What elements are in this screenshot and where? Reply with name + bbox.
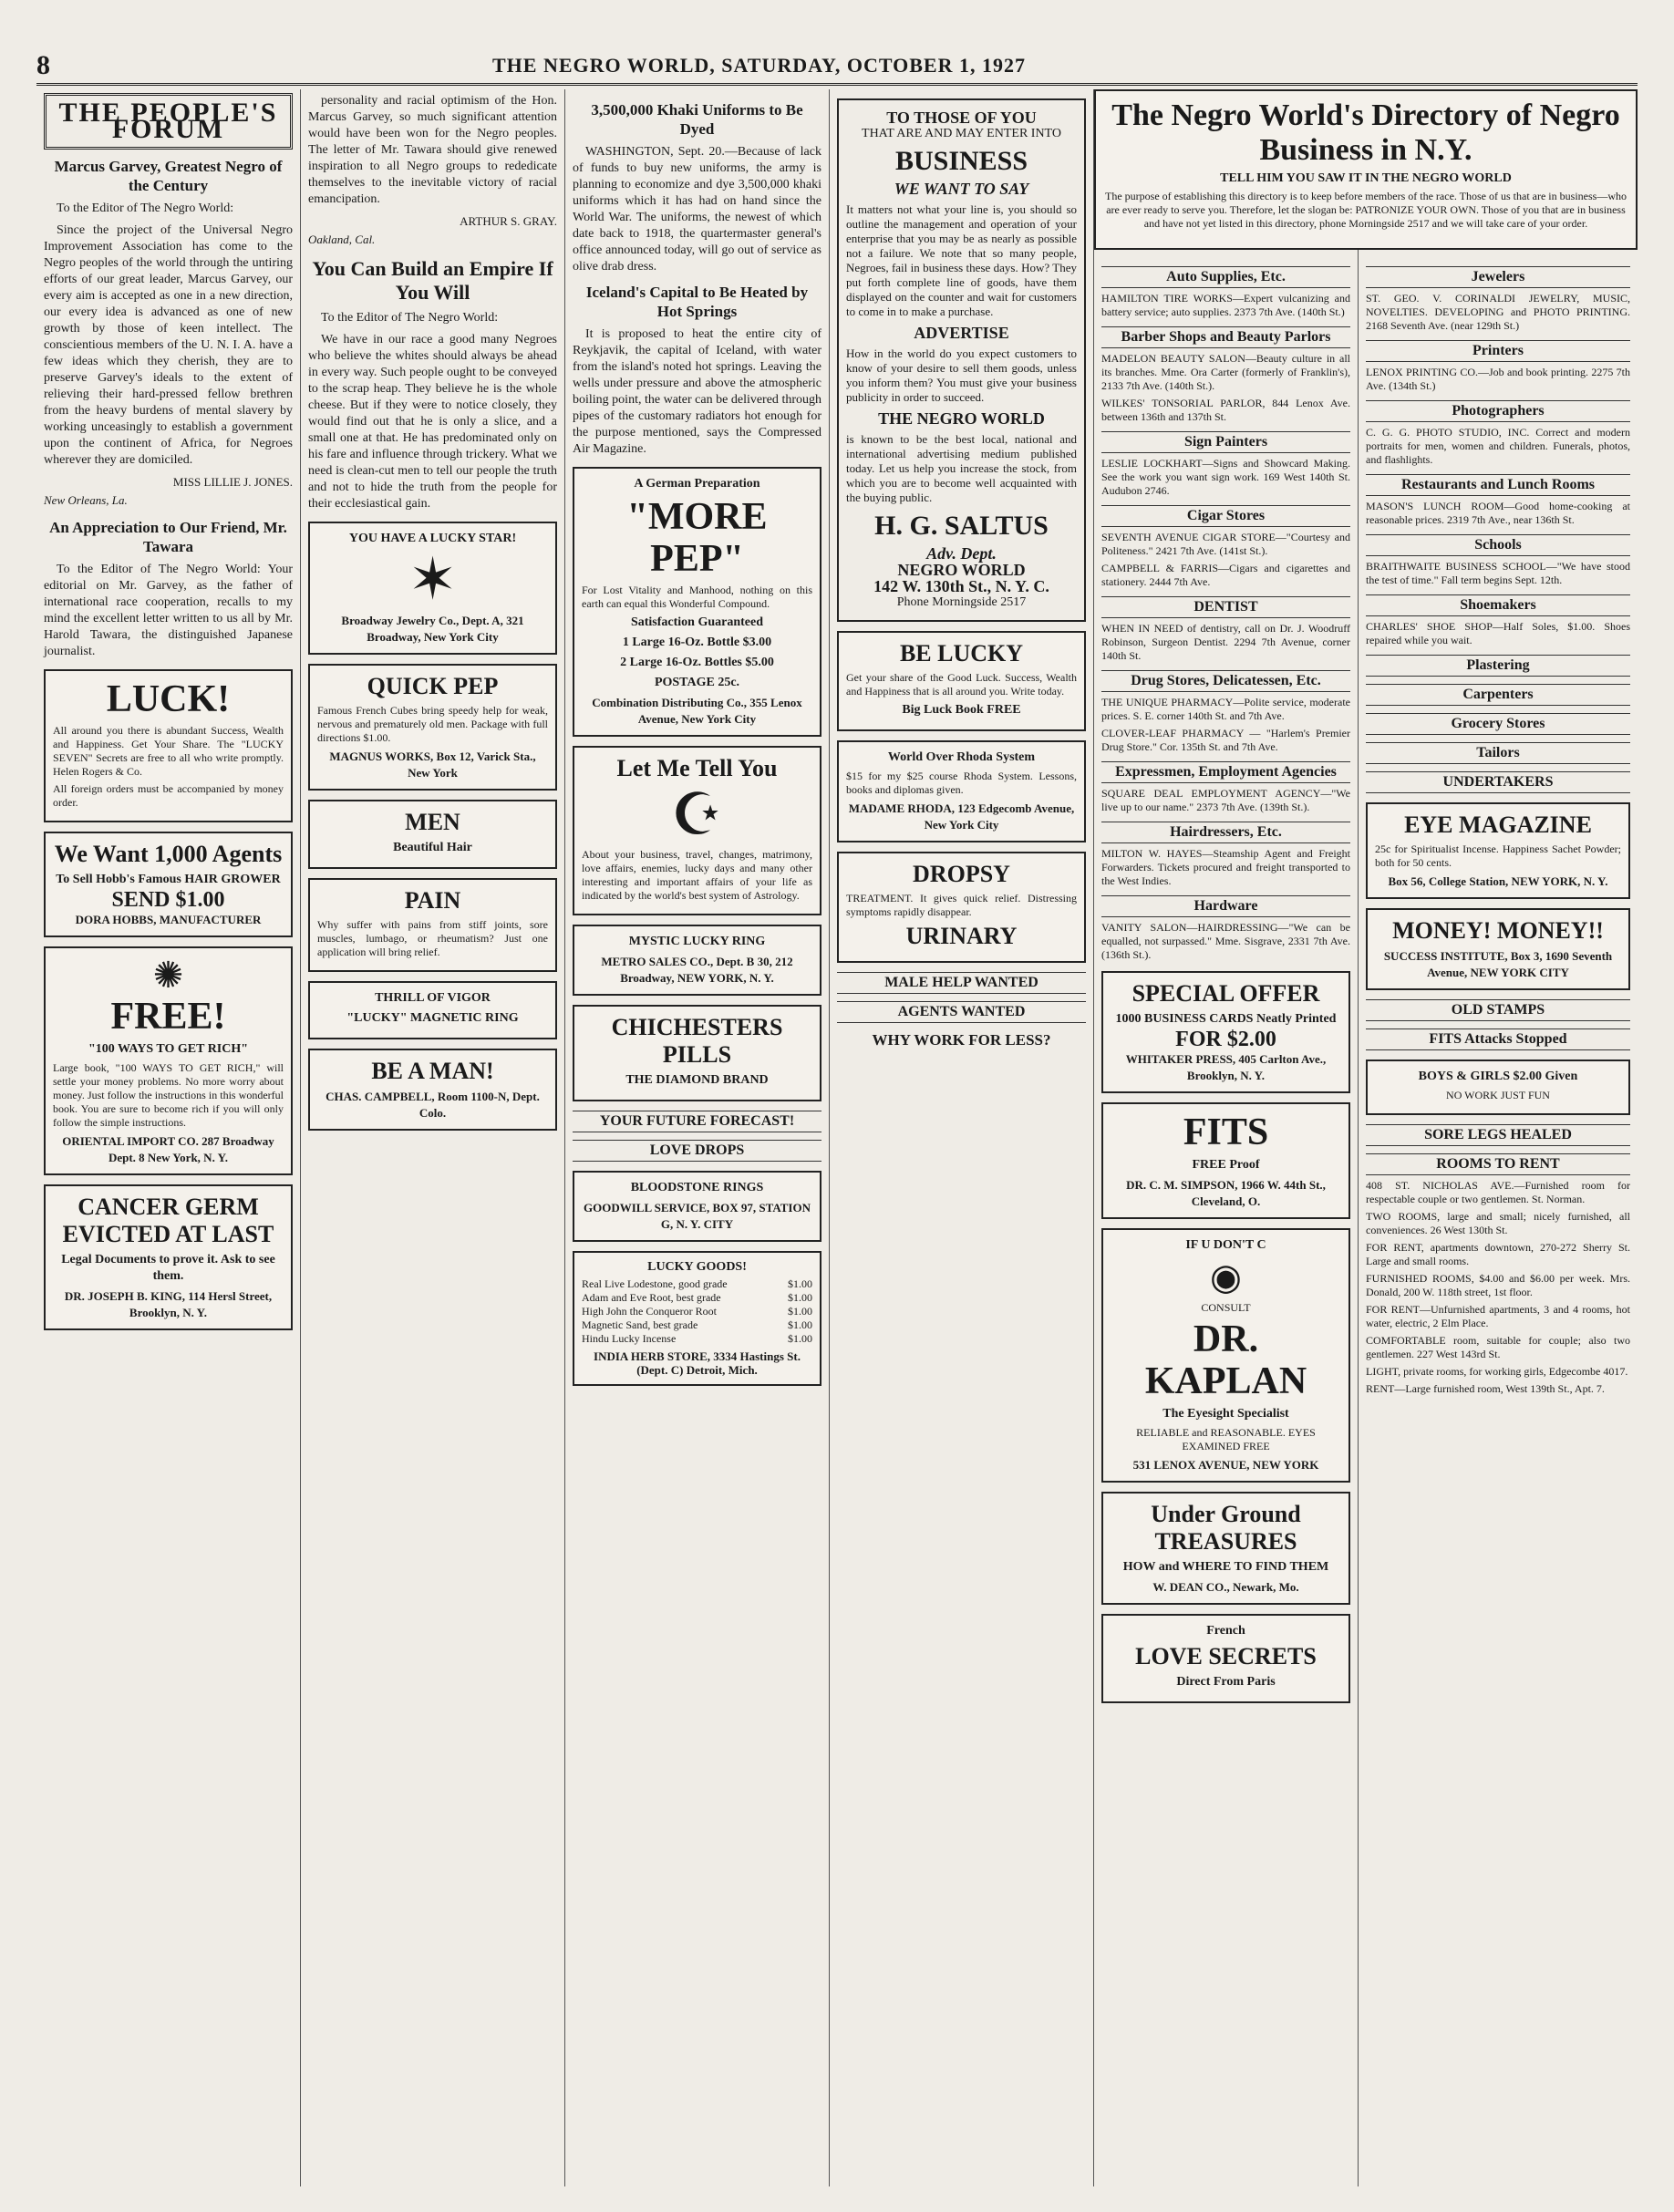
- chichesters-ad: [573, 1005, 822, 1101]
- letter-body: We have in our race a good many Negroes who believe the whites should always be ahead in every way. Such people ought to be conveyed to the scrap heap. They believe he is the whole cheese. But if they were to notice closely, they would find out that he is only a slice, and a small one at that. He has predominated only on his fare and influence through trickery. What we need is clean-cut men to tell our people the truth and not to hide the truth from the people for their ecclesiastical gain.: [308, 333, 557, 511]
- boys-girls-ad: [1366, 1059, 1630, 1115]
- column-2: [301, 89, 565, 2186]
- directory-category: Photographers: [1366, 400, 1630, 422]
- special-offer-ad: [1101, 971, 1350, 1093]
- directory-category: Shoemakers: [1366, 594, 1630, 616]
- ad-postage: POSTAGE 25c.: [654, 676, 740, 689]
- ad-title: Under Ground TREASURES: [1151, 1501, 1301, 1555]
- letter-place: New Orleans, La.: [44, 493, 128, 507]
- directory-entry: C. G. G. PHOTO STUDIO, INC. Correct and modern portraits for men, women and children. Funerals, photos, and flashlights.: [1366, 426, 1630, 466]
- letter-body: personality and racial optimism of the Hon. Marcus Garvey, so much significant attention would have been won for the Negro peoples. The letter of Mr. Tawara should give renewed inspiration to all Negro groups to rededicate themselves to the inevitable victory of racial emancipation.: [308, 94, 557, 206]
- pain-ad: [308, 878, 557, 972]
- directory-entry: MADELON BEAUTY SALON—Beauty culture in all its branches. Mme. Ora Carter (formerly of Franklin's), 2133 7th Ave. (140th St.).: [1101, 352, 1350, 392]
- fits-ad: [1101, 1102, 1350, 1219]
- let-me-tell-you-ad: [573, 746, 822, 915]
- ad-pre: IF U DON'T C: [1185, 1238, 1266, 1252]
- directory-entry: CAMPBELL & FARRIS—Cigars and cigarettes and stationery. 2444 7th Ave.: [1101, 562, 1350, 588]
- ad-body: For Lost Vitality and Manhood, nothing on this earth can equal this Wonderful Compound.: [582, 584, 812, 610]
- ad-title: CANCER GERM EVICTED AT LAST: [62, 1194, 274, 1247]
- love-secrets-ad: [1101, 1614, 1350, 1703]
- quick-pep-ad: [308, 664, 557, 791]
- sunburst-icon: ✺: [152, 955, 184, 996]
- ad-title: LUCKY GOODS!: [647, 1260, 747, 1274]
- ad-title: THRILL OF VIGOR: [375, 991, 491, 1005]
- notice-subtitle: THAT ARE AND MAY ENTER INTO: [862, 127, 1061, 140]
- money-ad: [1366, 908, 1630, 990]
- ad-title: DROPSY: [913, 861, 1010, 887]
- notice-business: BUSINESS: [894, 146, 1028, 176]
- ad-footer: SUCCESS INSTITUTE, Box 3, 1690 Seventh Avenue, NEW YORK CITY: [1383, 949, 1613, 979]
- letter-place: Oakland, Cal.: [308, 233, 376, 246]
- saltus-name: H. G. SALTUS: [874, 511, 1049, 541]
- ad-subtitle: NO WORK JUST FUN: [1446, 1089, 1550, 1101]
- directory-entry: HAMILTON TIRE WORKS—Expert vulcanizing and battery service; auto supplies. 2373 7th Ave. (140th St.): [1101, 292, 1350, 318]
- ad-body: About your business, travel, changes, matrimony, love affairs, enemies, lucky days and many other interesting and important affairs of your life as indicated by the world's best system of Astrology.: [582, 848, 812, 902]
- ad-title: World Over Rhoda System: [887, 750, 1036, 764]
- column-1: [36, 89, 301, 2186]
- section-heading: OLD STAMPS: [1366, 999, 1630, 1021]
- directory-entry: LENOX PRINTING CO.—Job and book printing. 2275 7th Ave. (134th St.): [1366, 366, 1630, 392]
- directory-category: Restaurants and Lunch Rooms: [1366, 474, 1630, 496]
- ad-title: DR. KAPLAN: [1144, 1318, 1307, 1402]
- ad-price: FOR $2.00: [1175, 1028, 1276, 1051]
- lucky-star-ad: [308, 522, 557, 655]
- directory-category: Cigar Stores: [1101, 505, 1350, 527]
- eye-icon: ◉: [1210, 1256, 1242, 1297]
- article-body: It is proposed to heat the entire city of Reykjavik, the capital of Iceland, with water from the island's noted hot springs. Leaving the wells under pressure and above the atmospheric boiling point, the water can be delivered through pipes of the customary radiators hot enough for the purpose mentioned, says the Compressed Air Magazine.: [573, 327, 822, 456]
- list-item: Magnetic Sand, best grade $1.00: [582, 1318, 812, 1331]
- ad-title: We Want 1,000 Agents: [54, 841, 283, 867]
- ad-price: SEND $1.00: [111, 888, 225, 912]
- directory-entry: LESLIE LOCKHART—Signs and Showcard Making. See the work you want sign work. 169 West 140th St. Audubon 2746.: [1101, 457, 1350, 497]
- lucky-goods-ad: [573, 1251, 822, 1386]
- ad-title: BE A MAN!: [371, 1058, 494, 1084]
- ad-footer: Broadway Jewelry Co., Dept. A, 321 Broadway, New York City: [341, 614, 524, 644]
- luck-ad: [44, 669, 293, 822]
- directory-category: Grocery Stores: [1366, 713, 1630, 735]
- ad-footer: CHAS. CAMPBELL, Room 1100-N, Dept. Colo.: [326, 1090, 540, 1120]
- directory-spacer: [1366, 93, 1630, 259]
- notice-body: How in the world do you expect customers to know of your desire to sell them goods, unless you inform them? You must give your business publicity in order to succeed.: [846, 346, 1077, 404]
- notice-title: TO THOSE OF YOU: [886, 109, 1037, 127]
- ad-subtitle: Big Luck Book FREE: [902, 703, 1021, 717]
- ad-price: 2 Large 16-Oz. Bottles $5.00: [620, 656, 774, 669]
- ad-body: $15 for my $25 course Rhoda System. Lessons, books and diplomas given.: [846, 770, 1077, 796]
- ad-footer: GOODWILL SERVICE, BOX 97, STATION G, N. Y. CITY: [583, 1201, 811, 1231]
- ad-title: FITS: [1183, 1111, 1269, 1153]
- directory-entry: MILTON W. HAYES—Steamship Agent and Freight Forwarders. Tickets procured and freight transported to the West Indies.: [1101, 847, 1350, 887]
- ad-guarantee: Satisfaction Guaranteed: [630, 615, 764, 629]
- ad-footer: DORA HOBBS, MANUFACTURER: [75, 913, 262, 926]
- ad-subtitle: "100 WAYS TO GET RICH": [88, 1042, 249, 1056]
- ad-footer: MADAME RHODA, 123 Edgecomb Avenue, New York City: [848, 801, 1075, 832]
- ad-footer: DR. JOSEPH B. KING, 114 Hersl Street, Brooklyn, N. Y.: [64, 1289, 273, 1319]
- ad-footer: ORIENTAL IMPORT CO. 287 Broadway Dept. 8 New York, N. Y.: [62, 1134, 274, 1164]
- directory-entry: ST. GEO. V. CORINALDI JEWELRY, MUSIC, NOVELTIES. DEVELOPING and PHOTO PRINTING. 2168 Seventh Ave. (near 129th St.): [1366, 292, 1630, 332]
- letter-salutation: To the Editor of The Negro World:: [57, 202, 234, 215]
- section-heading: SORE LEGS HEALED: [1366, 1124, 1630, 1146]
- ad-title: MYSTIC LUCKY RING: [628, 935, 766, 948]
- section-heading: LOVE DROPS: [573, 1140, 822, 1162]
- ad-body: Get your share of the Good Luck. Success, Wealth and Happiness that is all around you. Write today.: [846, 671, 1077, 698]
- column-6: [1359, 89, 1638, 2186]
- ad-pre: French: [1206, 1624, 1245, 1638]
- directory-category: Schools: [1366, 534, 1630, 556]
- ad-title: LOVE SECRETS: [1135, 1643, 1317, 1669]
- section-heading: YOUR FUTURE FORECAST!: [573, 1111, 822, 1132]
- ad-title: BOYS & GIRLS $2.00 Given: [1418, 1070, 1578, 1083]
- ad-title: MEN: [405, 809, 460, 835]
- section-subheading: WHY WORK FOR LESS?: [872, 1031, 1051, 1049]
- directory-category: Carpenters: [1366, 684, 1630, 706]
- more-pep-ad: [573, 467, 822, 737]
- classified-entry: COMFORTABLE room, suitable for couple; also two gentlemen. 227 West 143rd St.: [1366, 1334, 1630, 1360]
- ad-body: Famous French Cubes bring speedy help for weak, nervous and prematurely old men. Package with full directions $1.00.: [317, 704, 548, 744]
- mystic-ring-ad: [573, 925, 822, 996]
- directory-category: Auto Supplies, Etc.: [1101, 266, 1350, 288]
- eye-magazine-ad: [1366, 802, 1630, 899]
- letter-headline: Marcus Garvey, Greatest Negro of the Century: [54, 158, 283, 194]
- directory-category: Hairdressers, Etc.: [1101, 822, 1350, 843]
- ad-title: BLOODSTONE RINGS: [630, 1181, 764, 1194]
- ad-title: PAIN: [404, 887, 461, 914]
- letter-signature: MISS LILLIE J. JONES.: [172, 475, 293, 489]
- article-body: WASHINGTON, Sept. 20.—Because of lack of funds to buy new uniforms, the army is planning to economize and dye 3,500,000 khaki uniforms which it has had on hand since the World War. The uniforms, the newest of which date back to 1918, the quartermaster general's office announced today, will go out of service as olive drab dress.: [573, 145, 822, 274]
- ad-title: QUICK PEP: [367, 673, 499, 699]
- ad-subtitle: FREE Proof: [1192, 1158, 1260, 1172]
- letter-body: To the Editor of The Negro World: Your editorial on Mr. Garvey, as the father of international race cooperation, recalls to my mind the excellent letter written to us all by Mr. Harold Tawara, the distinguished Japanese journalist.: [44, 563, 293, 658]
- ad-footer: METRO SALES CO., Dept. B 30, 212 Broadway, NEW YORK, N. Y.: [601, 955, 793, 985]
- saltus-paper: NEGRO WORLD: [897, 561, 1026, 579]
- ad-subtitle: To Sell Hobb's Famous HAIR GROWER: [56, 873, 281, 886]
- ad-footer: Box 56, College Station, NEW YORK, N. Y.: [1388, 874, 1608, 888]
- list-item: Adam and Eve Root, best grade $1.00: [582, 1291, 812, 1304]
- ad-footer: INDIA HERB STORE, 3334 Hastings St. (Dept. C) Detroit, Mich.: [594, 1349, 801, 1377]
- classified-entry: FOR RENT—Unfurnished apartments, 3 and 4 rooms, hot water, electric, 2 Elm Place.: [1366, 1303, 1630, 1329]
- star-crescent-icon: ☪: [670, 782, 724, 847]
- ad-subtitle: Direct From Paris: [1176, 1675, 1276, 1689]
- ad-body: Large book, "100 WAYS TO GET RICH," will settle your money problems. No more worry about money. Just follow the instructions in this wonderful book. You are sure to become rich if you will only follow the simple instructions.: [53, 1061, 284, 1129]
- column-5: [1094, 89, 1359, 2186]
- directory-entry: SQUARE DEAL EMPLOYMENT AGENCY—"We live up to our name." 2373 7th Ave. (139th St.).: [1101, 787, 1350, 813]
- ad-title: CHICHESTERS PILLS: [611, 1014, 783, 1068]
- directory-category: Hardware: [1101, 895, 1350, 917]
- ad-body: RELIABLE and REASONABLE. EYES EXAMINED FREE: [1136, 1426, 1316, 1452]
- classified-entry: FURNISHED ROOMS, $4.00 and $6.00 per week. Mrs. Donald, 200 W. 118th street, 1st floor.: [1366, 1272, 1630, 1298]
- directory-body: The purpose of establishing this directory is to keep before members of the race. Those of us that are in business—who are ever ready to serve you. Therefore, let the slogan be: PATRONIZE YOUR OWN. Those of you that are in business and have not yet listed in this directory, phone Morningside 2517 and we will take care of your order.: [1105, 190, 1627, 230]
- directory-category: Plastering: [1366, 655, 1630, 677]
- masthead: [36, 47, 1638, 86]
- ad-body: All around you there is abundant Success, Wealth and Happiness. Get Your Share. The "LUCKY SEVEN" Secrets are free to all who write promptly. Helen Rogers & Co.: [53, 724, 284, 778]
- cancer-ad: [44, 1184, 293, 1330]
- ad-subtitle: Legal Documents to prove it. Ask to see them.: [61, 1253, 275, 1283]
- letter-body: Since the project of the Universal Negro Improvement Association has come to the Negro peoples of the world through the untiring efforts of our great leader, Marcus Garvey, our every aim is accepted as one in a new direction, our every idea is advanced as one of new growth by those of keen intellect. The conscientious members of the U. N. I. A. have a few ideas which they cherish, they are to preserve Garvey's ideals to the extent of relieving their hard-pressed fellow brethren from the heavy burdens of mental slavery by working unceasingly to establish a government upon the continent of Africa, for Negroes wherever they are domiciled.: [44, 223, 293, 467]
- ad-footer: DR. C. M. SIMPSON, 1966 W. 44th St., Cleveland, O.: [1126, 1178, 1326, 1208]
- letter-signature: ARTHUR S. GRAY.: [460, 214, 557, 228]
- treasures-ad: [1101, 1492, 1350, 1605]
- article-headline: 3,500,000 Khaki Uniforms to Be Dyed: [591, 101, 803, 138]
- saltus-phone: Phone Morningside 2517: [896, 595, 1027, 609]
- ad-footer: All foreign orders must be accompanied by money order.: [53, 782, 284, 809]
- bloodstone-ad: [573, 1171, 822, 1242]
- dropsy-ad: [837, 852, 1086, 963]
- notice-paper: THE NEGRO WORLD: [878, 409, 1045, 428]
- directory-category: Drug Stores, Delicatessen, Etc.: [1101, 670, 1350, 692]
- ad-subtitle: HOW and WHERE TO FIND THEM: [1122, 1560, 1329, 1574]
- be-lucky-ad: [837, 631, 1086, 731]
- be-a-man-ad: [308, 1049, 557, 1131]
- ad-subtitle: The Eyesight Specialist: [1162, 1407, 1289, 1421]
- list-item: Real Live Lodestone, good grade $1.00: [582, 1277, 812, 1290]
- directory-subtitle: TELL HIM YOU SAW IT IN THE NEGRO WORLD: [1220, 171, 1512, 185]
- directory-category: Expressmen, Employment Agencies: [1101, 761, 1350, 783]
- directory-category: DENTIST: [1101, 596, 1350, 618]
- letter-salutation: To the Editor of The Negro World:: [321, 311, 499, 325]
- peoples-forum-banner: THE PEOPLE'S FORUM: [44, 93, 293, 150]
- notice-body: It matters not what your line is, you should so outline the management and operation of your enterprise that you may be as nearly as possible not a failure. We note that so many people, Negroes, fail in business these days. How? They put forth complete line of goods, have them displayed on the counter and wait for customers to come in to make a purchase.: [846, 202, 1077, 318]
- ad-title: FREE!: [110, 996, 226, 1038]
- classified-entry: 408 ST. NICHOLAS AVE.—Furnished room for respectable couple or two gentlemen. St. Norman.: [1366, 1179, 1630, 1205]
- directory-entry: WILKES' TONSORIAL PARLOR, 844 Lenox Ave. between 136th and 137th St.: [1101, 397, 1350, 423]
- classified-entry: FOR RENT, apartments downtown, 270-272 Sherry St. Large and small rooms.: [1366, 1241, 1630, 1267]
- directory-category: Tailors: [1366, 742, 1630, 764]
- section-heading: MALE HELP WANTED: [837, 972, 1086, 994]
- ad-body: 25c for Spiritualist Incense. Happiness Sachet Powder; both for 50 cents.: [1375, 842, 1621, 869]
- notice-we-want: WE WANT TO SAY: [894, 180, 1029, 198]
- ad-footer: WHITAKER PRESS, 405 Carlton Ave., Brooklyn, N. Y.: [1125, 1052, 1327, 1082]
- free-book-ad: [44, 946, 293, 1175]
- section-heading: ROOMS TO RENT: [1366, 1153, 1630, 1175]
- ad-subtitle: Beautiful Hair: [393, 841, 472, 854]
- star-icon: ✶: [408, 547, 458, 612]
- ad-subtitle: 1000 BUSINESS CARDS Neatly Printed: [1115, 1012, 1337, 1026]
- directory-entry: SEVENTH AVENUE CIGAR STORE—"Courtesy and Politeness." 2421 7th Ave. (141st St.).: [1101, 531, 1350, 557]
- directory-category: Barber Shops and Beauty Parlors: [1101, 326, 1350, 348]
- section-heading: AGENTS WANTED: [837, 1001, 1086, 1023]
- ad-title: BE LUCKY: [899, 640, 1024, 667]
- directory-category: Jewelers: [1366, 266, 1630, 288]
- ad-pre: A German Preparation: [634, 477, 760, 491]
- agents-ad: [44, 832, 293, 937]
- directory-entry: BRAITHWAITE BUSINESS SCHOOL—"We have stood the test of time." Fall term begins Sept. 12th.: [1366, 560, 1630, 586]
- dr-kaplan-ad: [1101, 1228, 1350, 1483]
- directory-entry: WHEN IN NEED of dentistry, call on Dr. J. Woodruff Robinson, Surgeon Dentist. 2294 7th Avenue, corner 140th St.: [1101, 622, 1350, 662]
- page-number: 8: [36, 49, 50, 80]
- directory-entry: THE UNIQUE PHARMACY—Polite service, moderate prices. S. E. corner 140th St. and 7th Ave.: [1101, 696, 1350, 722]
- directory-category: Sign Painters: [1101, 431, 1350, 453]
- ad-title: MONEY! MONEY!!: [1392, 917, 1604, 944]
- ad-title: "MORE PEP": [626, 496, 768, 580]
- directory-category: UNDERTAKERS: [1366, 771, 1630, 793]
- classified-entry: TWO ROOMS, large and small; nicely furnished, all conveniences. 26 West 130th St.: [1366, 1210, 1630, 1236]
- rhoda-system-ad: [837, 740, 1086, 842]
- ad-title: EYE MAGAZINE: [1404, 811, 1592, 838]
- ad-title: Let Me Tell You: [616, 755, 778, 781]
- ad-price: 1 Large 16-Oz. Bottle $3.00: [622, 636, 772, 649]
- notice-body: is known to be the best local, national and international advertising medium published today. Let us help you increase the stock, from which you are to become well acquainted with the buying public.: [846, 432, 1077, 504]
- classified-entry: RENT—Large furnished room, West 139th St., Apt. 7.: [1366, 1382, 1605, 1395]
- column-4: [830, 89, 1094, 2186]
- men-hair-ad: [308, 800, 557, 869]
- ad-body: TREATMENT. It gives quick relief. Distressing symptoms rapidly disappear.: [846, 892, 1077, 918]
- directory-title: The Negro World's Directory of Negro Business in N.Y.: [1111, 98, 1620, 167]
- ad-title: SPECIAL OFFER: [1132, 980, 1320, 1007]
- ad-subtitle: THE DIAMOND BRAND: [625, 1073, 769, 1087]
- ad-footer: 531 LENOX AVENUE, NEW YORK: [1132, 1458, 1319, 1472]
- ad-title: YOU HAVE A LUCKY STAR!: [348, 532, 517, 545]
- list-item: Hindu Lucky Incense $1.00: [582, 1332, 812, 1345]
- saltus-address: 142 W. 130th St., N. Y. C.: [873, 577, 1049, 595]
- directory-category: Printers: [1366, 340, 1630, 362]
- directory-entry: CHARLES' SHOE SHOP—Half Soles, $1.00. Shoes repaired while you wait.: [1366, 620, 1630, 646]
- classified-entry: LIGHT, private rooms, for working girls, Edgecombe 4017.: [1366, 1365, 1628, 1378]
- saltus-dept: Adv. Dept.: [926, 544, 997, 563]
- ad-footer: Combination Distributing Co., 355 Lenox Avenue, New York City: [592, 696, 802, 726]
- section-heading: FITS Attacks Stopped: [1366, 1028, 1630, 1050]
- letter-headline: You Can Build an Empire If You Will: [312, 257, 553, 304]
- magnetic-ring-ad: [308, 981, 557, 1039]
- ad-footer: W. DEAN CO., Newark, Mo.: [1152, 1580, 1299, 1594]
- directory-entry: VANITY SALON—HAIRDRESSING—"We can be equalled, not surpassed." Mme. Sisgrave, 2331 7th Ave. (136th St.).: [1101, 921, 1350, 961]
- advertising-notice: [837, 98, 1086, 622]
- notice-advertise: ADVERTISE: [914, 324, 1009, 342]
- column-3: [565, 89, 830, 2186]
- ad-subtitle: "LUCKY" MAGNETIC RING: [346, 1011, 519, 1025]
- ad-consult: CONSULT: [1201, 1301, 1251, 1314]
- ad-title: LUCK!: [106, 678, 231, 720]
- ad-footer: MAGNUS WORKS, Box 12, Varick Sta., New York: [329, 749, 536, 780]
- list-item: High John the Conqueror Root $1.00: [582, 1305, 812, 1318]
- article-headline: Iceland's Capital to Be Heated by Hot Springs: [585, 284, 809, 320]
- directory-entry: CLOVER-LEAF PHARMACY — "Harlem's Premier Drug Store." Cor. 135th St. and 7th Ave.: [1101, 727, 1350, 753]
- masthead-title: THE NEGRO WORLD, SATURDAY, OCTOBER 1, 1927: [492, 53, 1026, 77]
- letter-headline: An Appreciation to Our Friend, Mr. Tawara: [49, 519, 287, 555]
- directory-entry: MASON'S LUNCH ROOM—Good home-cooking at reasonable prices. 2319 7th Ave., near 136th St.: [1366, 500, 1630, 526]
- ad-title: URINARY: [905, 923, 1018, 949]
- ad-body: Why suffer with pains from stiff joints, sore muscles, lumbago, or rheumatism? Just one application will bring relief.: [317, 918, 548, 958]
